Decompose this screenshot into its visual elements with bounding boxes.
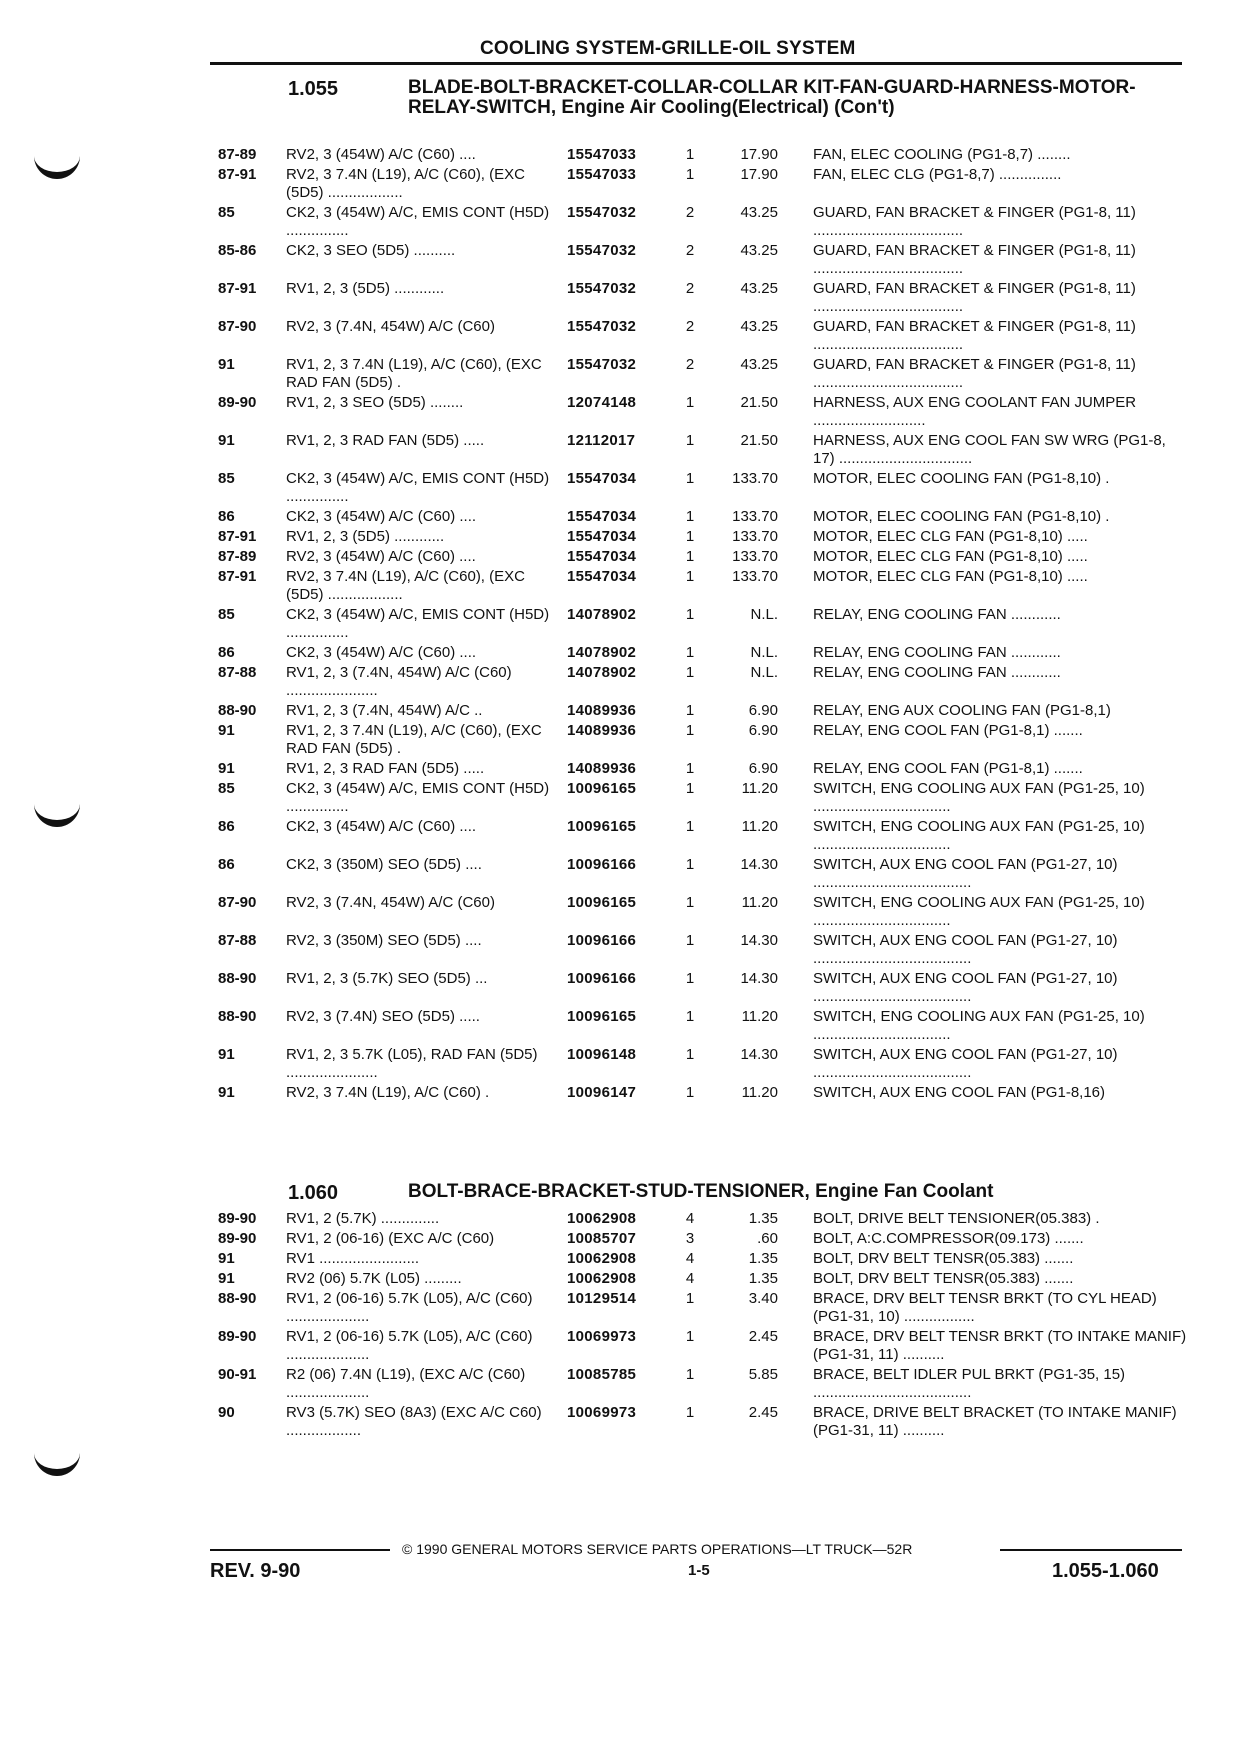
price: 6.90 xyxy=(748,702,778,719)
quantity: 1 xyxy=(685,1290,695,1307)
quantity: 2 xyxy=(685,242,695,259)
footer-rule xyxy=(1000,1549,1182,1551)
description: SWITCH, ENG COOLING AUX FAN (PG1-25, 10) ................................. xyxy=(813,780,1145,815)
quantity: 1 xyxy=(685,394,695,411)
quantity: 1 xyxy=(685,528,695,545)
list-item xyxy=(218,1366,1188,1404)
part-number: 15547034 xyxy=(567,548,637,565)
parts-list xyxy=(218,1210,1188,1442)
list-item xyxy=(218,664,1188,702)
list-item xyxy=(218,318,1188,356)
quantity: 1 xyxy=(685,970,695,987)
list-item xyxy=(218,470,1188,508)
year-range: 87-91 xyxy=(218,568,257,585)
part-number: 10062908 xyxy=(567,1270,637,1287)
part-number: 14089936 xyxy=(567,760,637,777)
price: 14.30 xyxy=(740,856,778,873)
price: 133.70 xyxy=(732,568,778,585)
description: BOLT, DRIVE BELT TENSIONER(05.383) . xyxy=(813,1210,1100,1227)
application: RV2, 3 (7.4N, 454W) A/C (C60) xyxy=(286,894,495,911)
year-range: 91 xyxy=(218,432,235,449)
quantity: 3 xyxy=(685,1230,695,1247)
year-range: 87-90 xyxy=(218,894,257,911)
part-number: 10085707 xyxy=(567,1230,637,1247)
year-range: 87-88 xyxy=(218,932,257,949)
application: R2 (06) 7.4N (L19), (EXC A/C (C60) .................... xyxy=(286,1366,526,1401)
description: BRACE, DRV BELT TENSR BRKT (TO INTAKE MANIF) (PG1-31, 11) .......... xyxy=(813,1328,1187,1363)
page-number: 1-5 xyxy=(688,1562,710,1579)
description: GUARD, FAN BRACKET & FINGER (PG1-8, 11) .................................... xyxy=(813,318,1136,353)
description: MOTOR, ELEC CLG FAN (PG1-8,10) ..... xyxy=(813,568,1088,585)
part-number: 12112017 xyxy=(567,432,636,449)
description: GUARD, FAN BRACKET & FINGER (PG1-8, 11) .................................... xyxy=(813,280,1136,315)
part-number: 12074148 xyxy=(567,394,637,411)
application: RV2, 3 (350M) SEO (5D5) .... xyxy=(286,932,482,949)
application: CK2, 3 (454W) A/C, EMIS CONT (H5D) ............... xyxy=(286,606,550,641)
part-number: 15547034 xyxy=(567,528,637,545)
price: 17.90 xyxy=(740,166,778,183)
quantity: 1 xyxy=(685,1404,695,1421)
section-title: BOLT-BRACE-BRACKET-STUD-TENSIONER, Engine Fan Coolant xyxy=(408,1181,994,1202)
quantity: 1 xyxy=(685,932,695,949)
price: 14.30 xyxy=(740,1046,778,1063)
quantity: 1 xyxy=(685,568,695,585)
binder-hole-mark xyxy=(34,150,80,179)
part-number: 10096147 xyxy=(567,1084,637,1101)
binder-hole-mark xyxy=(34,1447,80,1476)
application: RV1, 2, 3 (5D5) ............ xyxy=(286,528,445,545)
price: 6.90 xyxy=(748,760,778,777)
list-item xyxy=(218,1008,1188,1046)
application: RV1 ........................ xyxy=(286,1250,420,1267)
list-item xyxy=(218,1046,1188,1084)
part-number: 10096165 xyxy=(567,1008,637,1025)
year-range: 91 xyxy=(218,1084,235,1101)
application: RV1, 2, 3 RAD FAN (5D5) ..... xyxy=(286,760,485,777)
description: FAN, ELEC COOLING (PG1-8,7) ........ xyxy=(813,146,1071,163)
description: BOLT, DRV BELT TENSR(05.383) ....... xyxy=(813,1250,1074,1267)
application: CK2, 3 (454W) A/C, EMIS CONT (H5D) ............... xyxy=(286,470,550,505)
description: SWITCH, AUX ENG COOL FAN (PG1-27, 10) ...................................... xyxy=(813,1046,1118,1081)
application: RV1, 2, 3 SEO (5D5) ........ xyxy=(286,394,464,411)
list-item xyxy=(218,166,1188,204)
quantity: 1 xyxy=(685,470,695,487)
quantity: 1 xyxy=(685,856,695,873)
application: RV2 (06) 5.7K (L05) ......... xyxy=(286,1270,462,1287)
price: N.L. xyxy=(750,644,778,661)
year-range: 89-90 xyxy=(218,1328,257,1345)
quantity: 1 xyxy=(685,780,695,797)
list-item xyxy=(218,1250,1188,1270)
price: 5.85 xyxy=(748,1366,778,1383)
page-title: COOLING SYSTEM-GRILLE-OIL SYSTEM xyxy=(480,38,856,59)
year-range: 86 xyxy=(218,508,235,525)
list-item xyxy=(218,856,1188,894)
list-item xyxy=(218,722,1188,760)
section-number: 1.060 xyxy=(288,1182,339,1204)
parts-list xyxy=(218,146,1188,1104)
year-range: 86 xyxy=(218,644,235,661)
list-item xyxy=(218,146,1188,166)
header-rule xyxy=(210,62,1182,65)
quantity: 1 xyxy=(685,166,695,183)
list-item xyxy=(218,760,1188,780)
part-number: 10096165 xyxy=(567,818,637,835)
quantity: 1 xyxy=(685,1008,695,1025)
description: SWITCH, AUX ENG COOL FAN (PG1-27, 10) ...................................... xyxy=(813,856,1118,891)
list-item xyxy=(218,1328,1188,1366)
description: SWITCH, AUX ENG COOL FAN (PG1-8,16) xyxy=(813,1084,1106,1101)
quantity: 1 xyxy=(685,894,695,911)
part-number: 15547034 xyxy=(567,470,637,487)
part-number: 14078902 xyxy=(567,644,637,661)
price: N.L. xyxy=(750,664,778,681)
description: BOLT, A:C.COMPRESSOR(09.173) ....... xyxy=(813,1230,1084,1247)
description: SWITCH, ENG COOLING AUX FAN (PG1-25, 10) ................................. xyxy=(813,818,1145,853)
description: RELAY, ENG COOL FAN (PG1-8,1) ....... xyxy=(813,722,1083,739)
list-item xyxy=(218,818,1188,856)
application: RV1, 2, 3 7.4N (L19), A/C (C60), (EXC RAD FAN (5D5) . xyxy=(286,722,542,757)
year-range: 85 xyxy=(218,204,235,221)
part-number: 10069973 xyxy=(567,1404,637,1421)
price: 21.50 xyxy=(740,432,778,449)
description: RELAY, ENG COOLING FAN ............ xyxy=(813,606,1061,623)
list-item xyxy=(218,606,1188,644)
application: RV1, 2, 3 RAD FAN (5D5) ..... xyxy=(286,432,485,449)
quantity: 1 xyxy=(685,432,695,449)
quantity: 1 xyxy=(685,644,695,661)
description: BRACE, DRV BELT TENSR BRKT (TO CYL HEAD) (PG1-31, 10) ................. xyxy=(813,1290,1157,1325)
revision: REV. 9-90 xyxy=(210,1560,301,1582)
quantity: 1 xyxy=(685,818,695,835)
description: MOTOR, ELEC COOLING FAN (PG1-8,10) . xyxy=(813,508,1110,525)
year-range: 87-91 xyxy=(218,528,257,545)
price: 1.35 xyxy=(748,1210,778,1227)
quantity: 2 xyxy=(685,356,695,373)
list-item xyxy=(218,894,1188,932)
quantity: 1 xyxy=(685,664,695,681)
application: RV1, 2, 3 (5D5) ............ xyxy=(286,280,445,297)
part-number: 10085785 xyxy=(567,1366,637,1383)
description: GUARD, FAN BRACKET & FINGER (PG1-8, 11) .................................... xyxy=(813,242,1136,277)
application: RV2, 3 (454W) A/C (C60) .... xyxy=(286,146,476,163)
price: 2.45 xyxy=(748,1328,778,1345)
section-number: 1.055 xyxy=(288,78,339,100)
year-range: 91 xyxy=(218,722,235,739)
price: 21.50 xyxy=(740,394,778,411)
application: RV2, 3 (7.4N) SEO (5D5) ..... xyxy=(286,1008,480,1025)
application: CK2, 3 SEO (5D5) .......... xyxy=(286,242,456,259)
list-item xyxy=(218,644,1188,664)
price: 11.20 xyxy=(741,1008,778,1025)
list-item xyxy=(218,528,1188,548)
part-number: 15547032 xyxy=(567,204,637,221)
description: MOTOR, ELEC CLG FAN (PG1-8,10) ..... xyxy=(813,528,1088,545)
section-range: 1.055-1.060 xyxy=(1052,1560,1159,1582)
year-range: 88-90 xyxy=(218,970,257,987)
quantity: 1 xyxy=(685,1328,695,1345)
application: RV1, 2 (06-16) 5.7K (L05), A/C (C60) .................... xyxy=(286,1290,533,1325)
description: SWITCH, AUX ENG COOL FAN (PG1-27, 10) ...................................... xyxy=(813,932,1118,967)
description: BOLT, DRV BELT TENSR(05.383) ....... xyxy=(813,1270,1074,1287)
year-range: 91 xyxy=(218,356,235,373)
year-range: 87-89 xyxy=(218,548,257,565)
application: RV1, 2 (06-16) (EXC A/C (C60) xyxy=(286,1230,495,1247)
description: MOTOR, ELEC COOLING FAN (PG1-8,10) . xyxy=(813,470,1110,487)
price: 6.90 xyxy=(748,722,778,739)
application: CK2, 3 (454W) A/C (C60) .... xyxy=(286,508,477,525)
quantity: 4 xyxy=(685,1210,695,1227)
list-item xyxy=(218,780,1188,818)
price: 1.35 xyxy=(748,1270,778,1287)
description: SWITCH, ENG COOLING AUX FAN (PG1-25, 10) ................................. xyxy=(813,1008,1145,1043)
part-number: 10096165 xyxy=(567,894,637,911)
part-number: 15547032 xyxy=(567,356,637,373)
part-number: 14089936 xyxy=(567,702,637,719)
list-item xyxy=(218,970,1188,1008)
price: 14.30 xyxy=(740,932,778,949)
year-range: 89-90 xyxy=(218,394,257,411)
application: CK2, 3 (454W) A/C (C60) .... xyxy=(286,818,477,835)
application: RV1, 2, 3 7.4N (L19), A/C (C60), (EXC RAD FAN (5D5) . xyxy=(286,356,542,391)
price: 14.30 xyxy=(740,970,778,987)
price: 43.25 xyxy=(740,356,778,373)
description: RELAY, ENG AUX COOLING FAN (PG1-8,1) xyxy=(813,702,1111,719)
price: 43.25 xyxy=(740,242,778,259)
application: RV1, 2, 3 (7.4N, 454W) A/C (C60) ...................... xyxy=(286,664,512,699)
year-range: 87-91 xyxy=(218,166,257,183)
price: 3.40 xyxy=(748,1290,778,1307)
application: RV1, 2, 3 (7.4N, 454W) A/C .. xyxy=(286,702,483,719)
list-item xyxy=(218,432,1188,470)
price: 17.90 xyxy=(740,146,778,163)
year-range: 87-88 xyxy=(218,664,257,681)
year-range: 85 xyxy=(218,606,235,623)
price: 133.70 xyxy=(732,548,778,565)
list-item xyxy=(218,548,1188,568)
year-range: 91 xyxy=(218,1250,235,1267)
part-number: 15547032 xyxy=(567,280,637,297)
list-item xyxy=(218,1290,1188,1328)
year-range: 91 xyxy=(218,1046,235,1063)
year-range: 90-91 xyxy=(218,1366,257,1383)
year-range: 86 xyxy=(218,856,235,873)
description: HARNESS, AUX ENG COOLANT FAN JUMPER ........................... xyxy=(813,394,1137,429)
year-range: 89-90 xyxy=(218,1210,257,1227)
list-item xyxy=(218,932,1188,970)
application: RV2, 3 (7.4N, 454W) A/C (C60) xyxy=(286,318,495,335)
quantity: 4 xyxy=(685,1270,695,1287)
price: 1.35 xyxy=(748,1250,778,1267)
quantity: 1 xyxy=(685,760,695,777)
application: RV2, 3 7.4N (L19), A/C (C60), (EXC (5D5) .................. xyxy=(286,166,525,201)
list-item xyxy=(218,1230,1188,1250)
part-number: 15547034 xyxy=(567,568,637,585)
application: CK2, 3 (454W) A/C, EMIS CONT (H5D) ............... xyxy=(286,780,550,815)
description: SWITCH, AUX ENG COOL FAN (PG1-27, 10) ...................................... xyxy=(813,970,1118,1005)
part-number: 15547033 xyxy=(567,166,637,183)
description: RELAY, ENG COOL FAN (PG1-8,1) ....... xyxy=(813,760,1083,777)
list-item xyxy=(218,1210,1188,1230)
list-item xyxy=(218,280,1188,318)
price: 11.20 xyxy=(741,780,778,797)
price: 2.45 xyxy=(748,1404,778,1421)
part-number: 14078902 xyxy=(567,664,637,681)
copyright: © 1990 GENERAL MOTORS SERVICE PARTS OPERATIONS—LT TRUCK—52R xyxy=(402,1541,913,1557)
price: 133.70 xyxy=(732,508,778,525)
year-range: 89-90 xyxy=(218,1230,257,1247)
part-number: 10129514 xyxy=(567,1290,637,1307)
price: 11.20 xyxy=(741,1084,778,1101)
part-number: 10069973 xyxy=(567,1328,637,1345)
description: BRACE, DRIVE BELT BRACKET (TO INTAKE MANIF) (PG1-31, 11) .......... xyxy=(813,1404,1177,1439)
part-number: 15547034 xyxy=(567,508,637,525)
application: RV1, 2 (06-16) 5.7K (L05), A/C (C60) .................... xyxy=(286,1328,533,1363)
part-number: 15547032 xyxy=(567,242,637,259)
application: CK2, 3 (454W) A/C (C60) .... xyxy=(286,644,477,661)
year-range: 87-90 xyxy=(218,318,257,335)
quantity: 1 xyxy=(685,702,695,719)
price: 133.70 xyxy=(732,528,778,545)
quantity: 4 xyxy=(685,1250,695,1267)
price: 133.70 xyxy=(732,470,778,487)
list-item xyxy=(218,702,1188,722)
description: SWITCH, ENG COOLING AUX FAN (PG1-25, 10) ................................. xyxy=(813,894,1145,929)
year-range: 87-89 xyxy=(218,146,257,163)
quantity: 2 xyxy=(685,318,695,335)
part-number: 10062908 xyxy=(567,1250,637,1267)
application: RV1, 2 (5.7K) .............. xyxy=(286,1210,440,1227)
quantity: 1 xyxy=(685,548,695,565)
price: N.L. xyxy=(750,606,778,623)
description: GUARD, FAN BRACKET & FINGER (PG1-8, 11) .................................... xyxy=(813,204,1136,239)
quantity: 2 xyxy=(685,280,695,297)
part-number: 14089936 xyxy=(567,722,637,739)
year-range: 85 xyxy=(218,780,235,797)
year-range: 88-90 xyxy=(218,1290,257,1307)
price: 43.25 xyxy=(740,204,778,221)
part-number: 14078902 xyxy=(567,606,637,623)
application: RV3 (5.7K) SEO (8A3) (EXC A/C C60) .................. xyxy=(286,1404,542,1439)
price: 11.20 xyxy=(741,894,778,911)
list-item xyxy=(218,242,1188,280)
year-range: 91 xyxy=(218,1270,235,1287)
part-number: 15547033 xyxy=(567,146,637,163)
list-item xyxy=(218,1404,1188,1442)
description: MOTOR, ELEC CLG FAN (PG1-8,10) ..... xyxy=(813,548,1088,565)
description: HARNESS, AUX ENG COOL FAN SW WRG (PG1-8, 17) ................................ xyxy=(813,432,1166,467)
part-number: 10096166 xyxy=(567,856,637,873)
application: RV1, 2, 3 5.7K (L05), RAD FAN (5D5) ...................... xyxy=(286,1046,538,1081)
section-title: BLADE-BOLT-BRACKET-COLLAR-COLLAR KIT-FAN-GUARD-HARNESS-MOTOR-RELAY-SWITCH, Engine Air Cooling(Electrical) (Con't) xyxy=(408,77,1136,118)
year-range: 88-90 xyxy=(218,1008,257,1025)
quantity: 1 xyxy=(685,1084,695,1101)
description: GUARD, FAN BRACKET & FINGER (PG1-8, 11) .................................... xyxy=(813,356,1136,391)
description: BRACE, BELT IDLER PUL BRKT (PG1-35, 15) ...................................... xyxy=(813,1366,1126,1401)
year-range: 87-91 xyxy=(218,280,257,297)
list-item xyxy=(218,568,1188,606)
year-range: 85 xyxy=(218,470,235,487)
list-item xyxy=(218,508,1188,528)
list-item xyxy=(218,1270,1188,1290)
quantity: 1 xyxy=(685,722,695,739)
year-range: 91 xyxy=(218,760,235,777)
year-range: 90 xyxy=(218,1404,235,1421)
application: CK2, 3 (350M) SEO (5D5) .... xyxy=(286,856,482,873)
section-heading xyxy=(218,1182,1188,1206)
application: CK2, 3 (454W) A/C, EMIS CONT (H5D) ............... xyxy=(286,204,550,239)
application: RV2, 3 7.4N (L19), A/C (C60) . xyxy=(286,1084,490,1101)
binder-hole-mark xyxy=(34,798,80,827)
quantity: 1 xyxy=(685,146,695,163)
quantity: 1 xyxy=(685,1046,695,1063)
price: 11.20 xyxy=(741,818,778,835)
application: RV2, 3 (454W) A/C (C60) .... xyxy=(286,548,476,565)
year-range: 88-90 xyxy=(218,702,257,719)
part-number: 15547032 xyxy=(567,318,637,335)
quantity: 1 xyxy=(685,508,695,525)
list-item xyxy=(218,356,1188,394)
quantity: 1 xyxy=(685,1366,695,1383)
list-item xyxy=(218,1084,1188,1104)
footer-rule xyxy=(210,1549,390,1551)
year-range: 86 xyxy=(218,818,235,835)
section-heading xyxy=(218,78,1188,138)
year-range: 85-86 xyxy=(218,242,257,259)
description: RELAY, ENG COOLING FAN ............ xyxy=(813,644,1061,661)
quantity: 2 xyxy=(685,204,695,221)
application: RV1, 2, 3 (5.7K) SEO (5D5) ... xyxy=(286,970,488,987)
part-number: 10096148 xyxy=(567,1046,637,1063)
part-number: 10096165 xyxy=(567,780,637,797)
price: 43.25 xyxy=(740,318,778,335)
price: .60 xyxy=(757,1230,778,1247)
part-number: 10096166 xyxy=(567,970,637,987)
application: RV2, 3 7.4N (L19), A/C (C60), (EXC (5D5) .................. xyxy=(286,568,525,603)
list-item xyxy=(218,394,1188,432)
quantity: 1 xyxy=(685,606,695,623)
part-number: 10062908 xyxy=(567,1210,637,1227)
list-item xyxy=(218,204,1188,242)
part-number: 10096166 xyxy=(567,932,637,949)
price: 43.25 xyxy=(740,280,778,297)
description: FAN, ELEC CLG (PG1-8,7) ............... xyxy=(813,166,1062,183)
description: RELAY, ENG COOLING FAN ............ xyxy=(813,664,1061,681)
